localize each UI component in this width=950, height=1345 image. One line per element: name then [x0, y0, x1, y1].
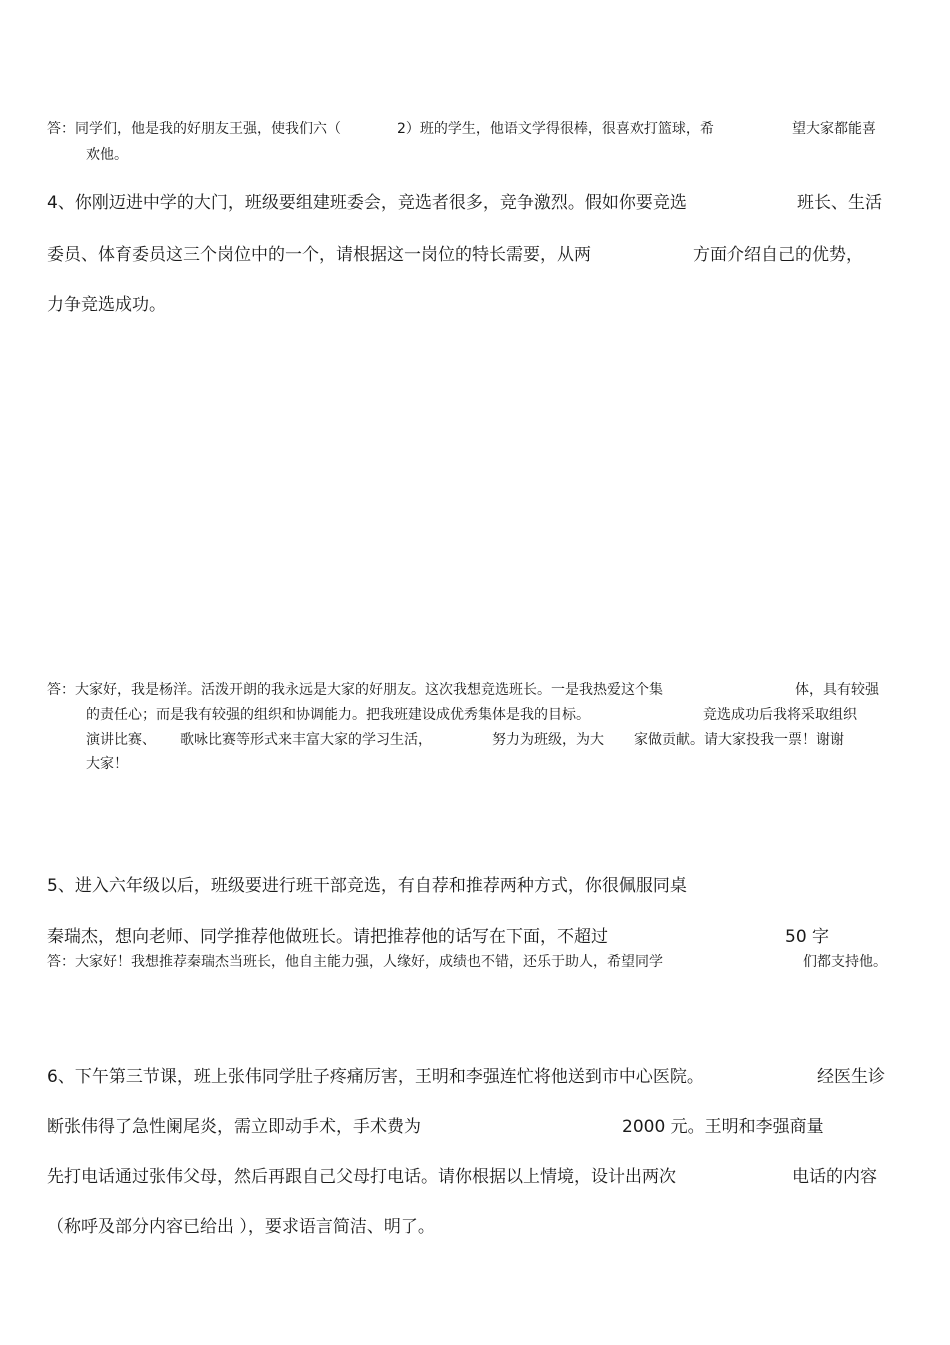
question-6-line-4: （称呼及部分内容已给出 ），要求语言简洁、明了。	[47, 1217, 435, 1237]
question-6-line-1b: 经医生诊	[817, 1067, 885, 1087]
answer-1-line-1b: 2）班的学生，他语文学得很棒，很喜欢打篮球，希	[397, 121, 714, 137]
answer-2-line-2a: 的责任心；而是我有较强的组织和协调能力。把我班建设成优秀集体是我的目标。	[86, 707, 590, 723]
question-6-line-2a: 断张伟得了急性阑尾炎，需立即动手术，手术费为	[47, 1117, 421, 1137]
answer-2-line-3a: 演讲比赛、	[86, 732, 156, 748]
answer-1-line-1c: 望大家都能喜	[792, 121, 876, 137]
question-4-line-3: 力争竞选成功。	[47, 295, 166, 315]
question-6-line-3b: 电话的内容	[792, 1167, 877, 1187]
question-5-line-2a: 秦瑞杰，想向老师、同学推荐他做班长。请把推荐他的话写在下面，不超过	[47, 927, 608, 947]
answer-2-line-1a: 答：大家好，我是杨洋。活泼开朗的我永远是大家的好朋友。这次我想竞选班长。一是我热爱这个集	[47, 682, 663, 698]
answer-2-line-3c: 努力为班级，为大	[492, 732, 604, 748]
answer-2-line-1b: 体，具有较强	[795, 682, 879, 698]
question-4-line-2a: 委员、体育委员这三个岗位中的一个，请根据这一岗位的特长需要，从两	[47, 245, 591, 265]
question-6-line-3a: 先打电话通过张伟父母，然后再跟自己父母打电话。请你根据以上情境，设计出两次	[47, 1167, 676, 1187]
question-6-line-1a: 6、下午第三节课，班上张伟同学肚子疼痛厉害，王明和李强连忙将他送到市中心医院。	[47, 1067, 704, 1087]
answer-3-line-1a: 答：大家好！我想推荐秦瑞杰当班长，他自主能力强，人缘好，成绩也不错，还乐于助人，希望同学	[47, 954, 663, 970]
answer-1-line-2: 欢他。	[86, 147, 128, 163]
question-5-line-1: 5、进入六年级以后，班级要进行班干部竞选，有自荐和推荐两种方式，你很佩服同桌	[47, 876, 687, 896]
answer-2-line-3d: 家做贡献。请大家投我一票！谢谢	[634, 732, 844, 748]
question-5-line-2b: 50 字	[785, 927, 830, 947]
question-4-line-1a: 4、你刚迈进中学的大门，班级要组建班委会，竞选者很多，竞争激烈。假如你要竞选	[47, 193, 687, 213]
question-4-line-2b: 方面介绍自己的优势，	[693, 245, 863, 265]
question-4-line-1b: 班长、生活	[797, 193, 882, 213]
answer-3-line-1b: 们都支持他。	[803, 954, 887, 970]
question-6-line-2b: 2000 元。王明和李强商量	[622, 1117, 824, 1137]
answer-2-line-3b: 歌咏比赛等形式来丰富大家的学习生活，	[180, 732, 432, 748]
answer-1-line-1a: 答：同学们，他是我的好朋友王强，使我们六（	[47, 121, 341, 137]
answer-2-line-4: 大家！	[86, 756, 128, 772]
answer-2-line-2b: 竞选成功后我将采取组织	[703, 707, 857, 723]
